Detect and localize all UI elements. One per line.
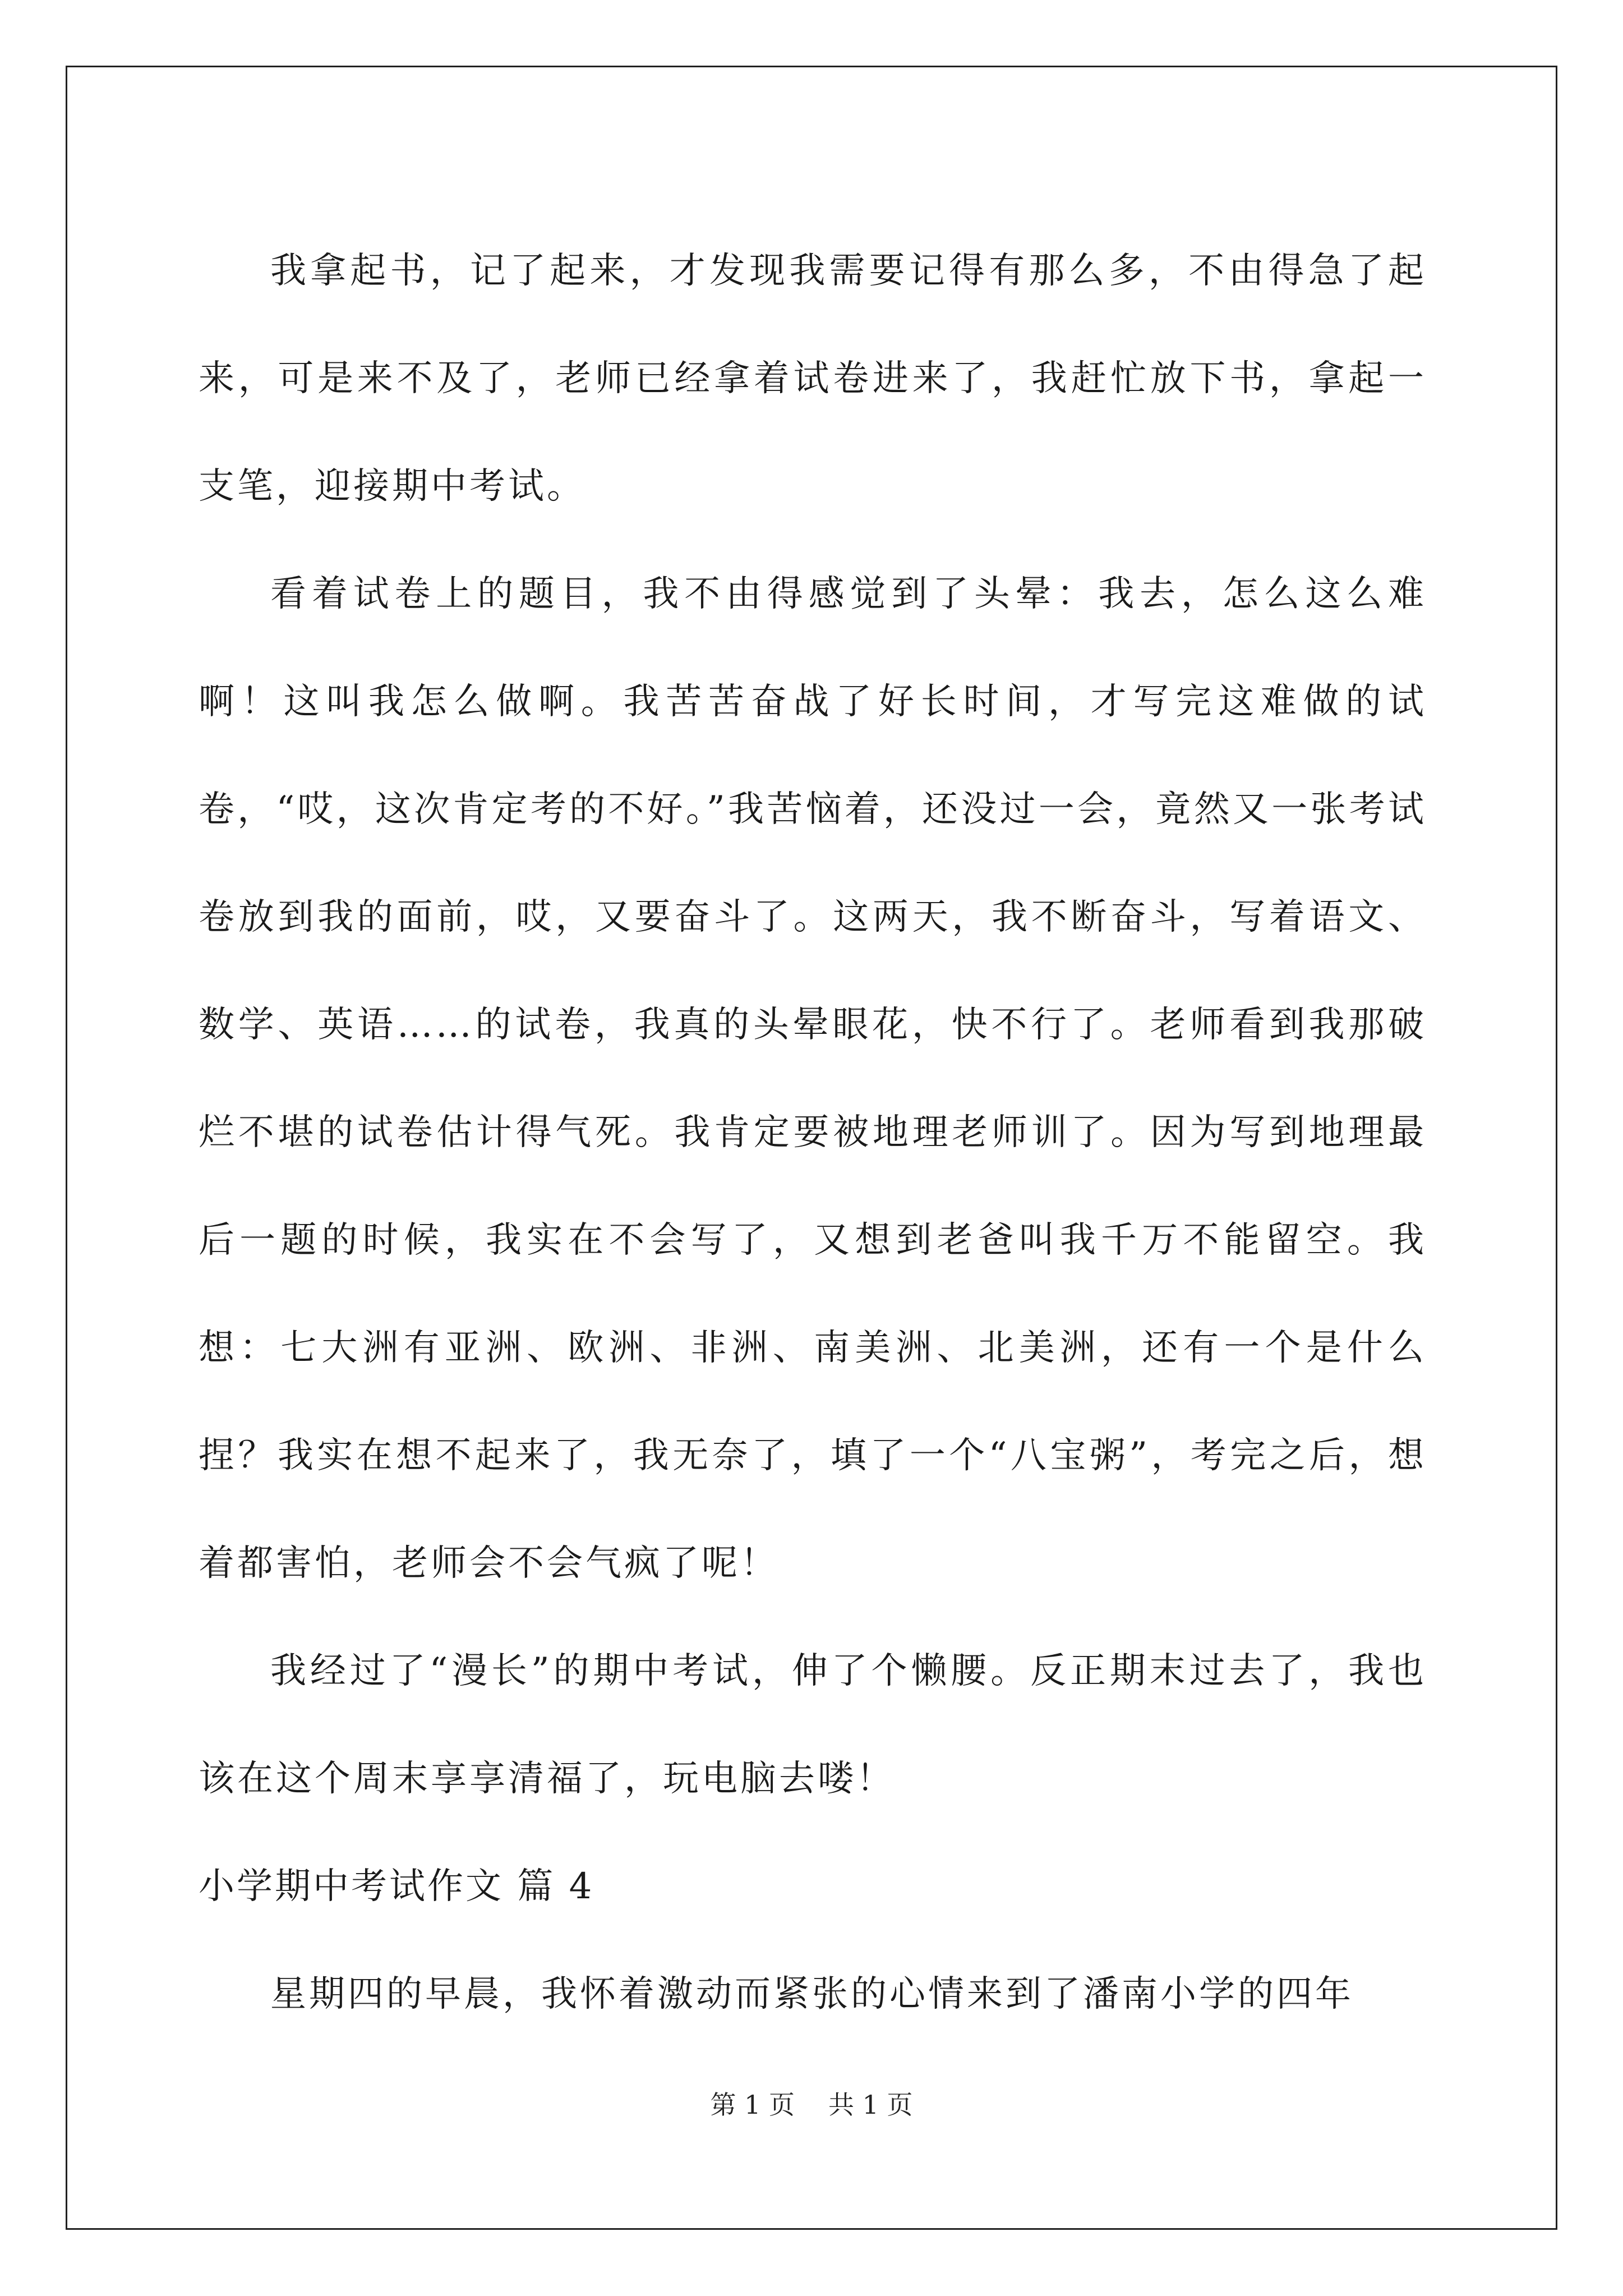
paragraph-2: 看着试卷上的题目，我不由得感觉到了头晕：我去，怎么这么难啊！这叫我怎么做啊。我苦苦奋战了好长时间，才写完这难做的试卷，“哎，这次肯定考的不好。”我苦恼着，还没过一会，竟然又一张考试卷放到我的面前，哎，又要奋斗了。这两天，我不断奋斗，写着语文、数学、英语……的试卷，我真的头晕眼花，快不行了。老师看到我那破烂不堪的试卷估计得气死。我肯定要被地理老师训了。因为写到地理最后一题的时候，我实在不会写了，又想到老爸叫我千万不能留空。我想：七大洲有亚洲、欧洲、非洲、南美洲、北美洲，还有一个是什么捏？我实在想不起来了，我无奈了，填了一个“八宝粥”，考完之后，想着都害怕，老师会不会气疯了呢！ bbox=[199, 573, 1427, 1584]
paragraph-1: 我拿起书，记了起来，才发现我需要记得有那么多，不由得急了起来，可是来不及了，老师已经拿着试卷进来了，我赶忙放下书，拿起一支笔，迎接期中考试。 bbox=[199, 250, 1427, 507]
page-number-current: 第 1 页 bbox=[710, 2090, 795, 2120]
document-body bbox=[199, 217, 1427, 2048]
section-heading: 小学期中考试作文 篇 4 bbox=[199, 1866, 594, 1907]
paragraph-3: 我经过了“漫长”的期中考试，伸了个懒腰。反正期末过去了，我也该在这个周末享享清福了，玩电脑去喽！ bbox=[199, 1650, 1427, 1800]
page-footer bbox=[0, 2088, 1623, 2122]
page-number-total: 共 1 页 bbox=[828, 2090, 913, 2120]
paragraph-4: 星期四的早晨，我怀着激动而紧张的心情来到了潘南小学的四年 bbox=[270, 1973, 1354, 2015]
